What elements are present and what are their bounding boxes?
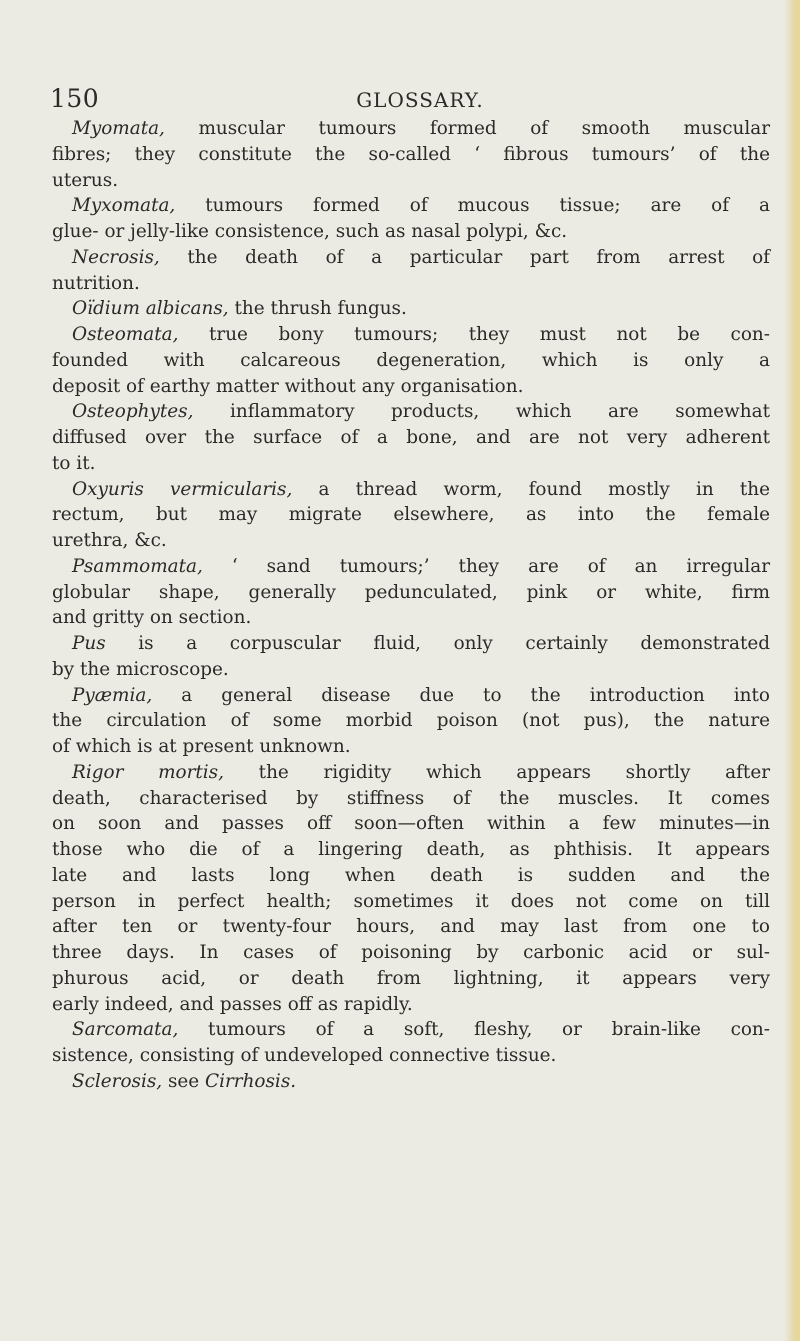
glossary-entry <box>52 245 770 271</box>
glossary-entry <box>52 631 770 657</box>
entry-term: Myomata, <box>72 118 165 139</box>
entry-term: Psammomata, <box>72 555 203 577</box>
entry-term: Rigor mortis, <box>72 761 224 783</box>
entry-continuation-line: three days. In cases of poisoning by carbonic acid or sul- <box>52 942 770 963</box>
glossary-entry <box>52 116 770 142</box>
entry-term: Sarcomata, <box>72 1019 179 1041</box>
entry-continuation-line: of which is at present unknown. <box>52 736 351 757</box>
glossary-entry <box>52 760 770 786</box>
entry-definition: the death of a particular part from arrest of <box>159 246 770 268</box>
glossary-entry <box>52 1069 770 1095</box>
entry-continuation-line: founded with calcareous degeneration, which is only a <box>52 349 770 371</box>
entry-term: Sclerosis, <box>72 1070 163 1092</box>
entry-definition: ‘ sand tumours;’ they are of an irregular <box>202 555 770 577</box>
entry-continuation-line: phurous acid, or death from lightning, it appears very <box>52 967 770 989</box>
entry-term: Necrosis, <box>72 246 160 268</box>
entry-continuation-line: rectum, but may migrate elsewhere, as into the female <box>52 504 770 526</box>
entry-continuation-line: the circulation of some morbid poison (not pus), the nature <box>52 710 770 732</box>
entry-definition: muscular tumours formed of smooth muscular <box>164 118 770 139</box>
entry-definition: true bony tumours; they must not be con- <box>178 324 770 345</box>
entry-continuation-line: late and lasts long when death is sudden and the <box>52 864 770 886</box>
entry-definition: inflammatory products, which are somewhat <box>193 401 770 423</box>
entry-definition: a thread worm, found mostly in the <box>292 478 770 500</box>
entry-continuation-line: after ten or twenty-four hours, and may last from one to <box>52 916 770 938</box>
glossary-entry <box>52 554 770 580</box>
entry-continuation-line: by the microscope. <box>52 658 229 680</box>
entry-continuation-line: person in perfect health; sometimes it does not come on till <box>52 890 770 912</box>
glossary-entry <box>52 322 770 348</box>
entry-continuation-line: globular shape, generally pedunculated, pink or white, firm <box>52 581 770 603</box>
entry-continuation-line: those who die of a lingering death, as phthisis. It appears <box>52 839 770 860</box>
entry-definition: tumours of a soft, fleshy, or brain-like con- <box>178 1019 770 1041</box>
entry-continuation-line: early indeed, and passes off as rapidly. <box>52 993 413 1015</box>
entry-continuation-line: nutrition. <box>52 272 140 294</box>
entry-continuation-line: and gritty on section. <box>52 607 252 629</box>
entry-term: Osteophytes, <box>72 401 194 423</box>
entry-definition: a general disease due to the introduction into <box>152 684 770 706</box>
glossary-entry <box>52 399 770 425</box>
entry-continuation-line: fibres; they constitute the so-called ‘ fibrous tumours’ of the <box>52 143 770 165</box>
entry-continuation-line: deposit of earthy matter without any organisation. <box>52 375 524 397</box>
page-number: 150 <box>50 84 100 113</box>
entry-term: Oxyuris vermicularis, <box>72 478 293 500</box>
running-title: GLOSSARY. <box>356 88 484 112</box>
entry-continuation-line: diffused over the surface of a bone, and are not very adherent <box>52 427 770 448</box>
cross-reference: Cirrhosis. <box>205 1070 297 1092</box>
entry-continuation-line: glue- or jelly-like consistence, such as nasal polypi, &c. <box>52 221 568 242</box>
glossary-entry <box>52 683 770 709</box>
entry-continuation-line: on soon and passes off soon—often within a few minutes—in <box>52 813 770 835</box>
entry-definition: see <box>162 1070 206 1092</box>
entry-continuation-line: death, characterised by stiffness of the muscles. It comes <box>52 787 770 809</box>
entry-continuation-line: sistence, consisting of undeveloped connective tissue. <box>52 1045 557 1066</box>
entry-term: Pus <box>72 633 106 654</box>
entry-term: Myxomata, <box>72 195 176 217</box>
glossary-entry <box>52 296 770 322</box>
entry-continuation-line: to it. <box>52 452 96 474</box>
entry-definition: tumours formed of mucous tissue; are of a <box>175 195 770 217</box>
glossary-body <box>52 116 770 1095</box>
entry-definition: the rigidity which appears shortly after <box>223 761 770 783</box>
entry-term: Pyæmia, <box>72 684 153 706</box>
page-edge <box>784 0 800 1341</box>
entry-continuation-line: urethra, &c. <box>52 530 167 551</box>
entry-term: Osteomata, <box>72 324 179 345</box>
entry-definition: is a corpuscular fluid, only certainly demonstrated <box>105 633 770 654</box>
entry-term: Oïdium albicans, <box>72 298 229 320</box>
glossary-entry <box>52 193 770 219</box>
entry-continuation-line: uterus. <box>52 169 119 191</box>
glossary-entry <box>52 477 770 503</box>
glossary-entry <box>52 1017 770 1043</box>
entry-definition: the thrush fungus. <box>228 298 407 320</box>
